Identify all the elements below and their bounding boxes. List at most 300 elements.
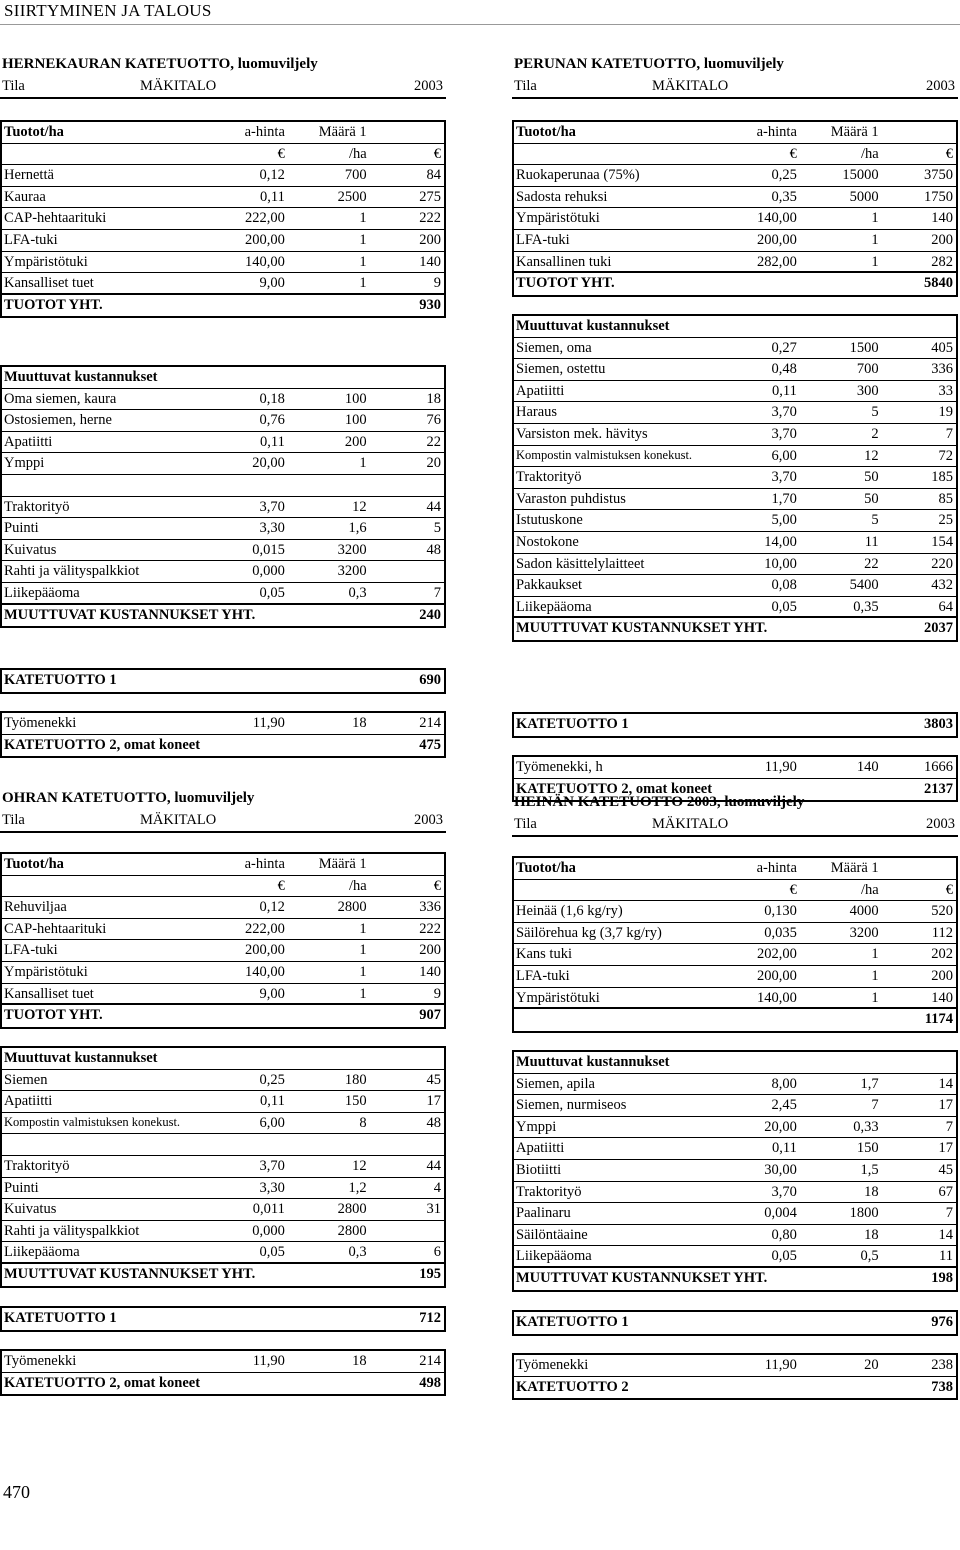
row-value: 1666 bbox=[924, 759, 953, 775]
table-row bbox=[514, 208, 956, 230]
table-row bbox=[2, 605, 444, 627]
row-value: 50 bbox=[864, 490, 879, 507]
row-value: 6,00 bbox=[771, 447, 797, 464]
table-row bbox=[2, 540, 444, 562]
row-label: KATETUOTTO 2, omat koneet bbox=[4, 736, 201, 753]
row-value: 282,00 bbox=[757, 253, 797, 270]
row-value: 154 bbox=[931, 533, 953, 550]
row-value: 9 bbox=[433, 985, 441, 1002]
row-value: 6 bbox=[433, 1244, 441, 1261]
row-label: Säilörehua kg (3,7 kg/ry) bbox=[516, 924, 662, 941]
row-value: 5,00 bbox=[771, 512, 797, 529]
table-row bbox=[514, 575, 956, 597]
table-row bbox=[2, 1221, 444, 1243]
row-value: 3750 bbox=[924, 167, 953, 184]
row-value: 520 bbox=[931, 903, 953, 920]
row-value: 282 bbox=[931, 253, 953, 270]
hernekaura-income-table bbox=[0, 120, 446, 318]
row-value: 3200 bbox=[337, 563, 367, 580]
row-label: Liikepääoma bbox=[516, 1248, 592, 1265]
table-row bbox=[514, 381, 956, 403]
row-value: 12 bbox=[352, 1157, 367, 1174]
row-value: 0,35 bbox=[853, 598, 879, 615]
row-value: 4 bbox=[433, 1179, 441, 1196]
farm-name: MÄKITALO bbox=[652, 816, 729, 832]
row-value: 1800 bbox=[849, 1205, 879, 1222]
table-row bbox=[2, 453, 444, 475]
year: 2003 bbox=[926, 78, 955, 94]
row-label: LFA-tuki bbox=[4, 942, 58, 959]
row-value: 3,70 bbox=[771, 1183, 797, 1200]
year: 2003 bbox=[414, 78, 443, 94]
table-row bbox=[2, 1178, 444, 1200]
row-label: MUUTTUVAT KUSTANNUKSET YHT. bbox=[516, 1269, 768, 1286]
row-label: Paalinaru bbox=[516, 1205, 571, 1222]
page-number: 470 bbox=[3, 1482, 30, 1502]
table-row bbox=[2, 389, 444, 411]
table-row bbox=[514, 923, 956, 945]
table-row bbox=[2, 1264, 444, 1286]
row-label: Siemen, nurmiseos bbox=[516, 1097, 627, 1114]
year: 2003 bbox=[926, 816, 955, 832]
row-value: 1750 bbox=[924, 188, 953, 205]
row-value: 238 bbox=[931, 1357, 953, 1373]
row-value: 222,00 bbox=[245, 210, 285, 227]
row-value: 12 bbox=[864, 447, 879, 464]
row-value: 930 bbox=[419, 296, 441, 313]
row-label: KATETUOTTO 1 bbox=[4, 1310, 117, 1326]
row-value: € bbox=[789, 145, 797, 162]
row-value: 112 bbox=[931, 924, 953, 941]
block-title: PERUNAN KATETUOTTO, luomuviljely bbox=[514, 56, 784, 72]
table-row bbox=[2, 1134, 444, 1156]
peruna-income-table bbox=[512, 120, 958, 297]
row-value: 0,11 bbox=[260, 188, 285, 205]
row-label: MUUTTUVAT KUSTANNUKSET YHT. bbox=[4, 606, 256, 623]
row-value: 0,11 bbox=[260, 433, 285, 450]
row-value: 44 bbox=[426, 498, 441, 515]
row-label: Biotiitti bbox=[516, 1161, 562, 1178]
year: 2003 bbox=[414, 812, 443, 828]
tila-row bbox=[0, 810, 446, 833]
row-value: 712 bbox=[419, 1310, 441, 1326]
table-row bbox=[514, 165, 956, 187]
row-value: 12 bbox=[352, 498, 367, 515]
table-row bbox=[2, 367, 444, 389]
row-label: TUOTOT YHT. bbox=[4, 296, 103, 313]
hernekaura-costs-table bbox=[0, 365, 446, 628]
row-label: LFA-tuki bbox=[516, 231, 570, 248]
table-row bbox=[514, 880, 956, 902]
table-row bbox=[2, 670, 444, 692]
row-value: 5 bbox=[433, 520, 441, 537]
row-label: Ympäristötuki bbox=[4, 963, 88, 980]
table-row bbox=[2, 1070, 444, 1092]
row-value: 0,05 bbox=[259, 1244, 285, 1261]
row-value: 20,00 bbox=[764, 1118, 797, 1135]
block-title: HERNEKAURAN KATETUOTTO, luomuviljely bbox=[2, 56, 318, 72]
table-row bbox=[514, 1138, 956, 1160]
row-value: 50 bbox=[864, 469, 879, 486]
row-label: Apatiitti bbox=[4, 1093, 53, 1110]
row-value: 140 bbox=[419, 253, 441, 270]
row-value: 140 bbox=[856, 759, 879, 775]
row-value: 0,05 bbox=[771, 1248, 797, 1265]
row-value: € bbox=[433, 877, 441, 894]
row-value: 15000 bbox=[842, 167, 879, 184]
table-row bbox=[2, 1351, 444, 1373]
row-value: 76 bbox=[426, 412, 441, 429]
row-value: 7 bbox=[945, 1118, 953, 1135]
row-label: KATETUOTTO 1 bbox=[516, 1314, 629, 1330]
row-value: 0,035 bbox=[764, 924, 797, 941]
row-label: Muuttuvat kustannukset bbox=[4, 1050, 158, 1066]
row-value: 976 bbox=[931, 1314, 953, 1330]
row-value: 0,25 bbox=[259, 1071, 285, 1088]
row-value: 7 bbox=[945, 425, 953, 442]
table-row bbox=[2, 854, 444, 876]
table-row bbox=[2, 876, 444, 898]
row-label: Heinää (1,6 kg/ry) bbox=[516, 903, 623, 920]
row-value: 200 bbox=[931, 231, 953, 248]
row-value: 72 bbox=[938, 447, 953, 464]
block-title: HEINÄN KATETUOTTO 2003, luomuviljely bbox=[514, 794, 805, 810]
row-value: 0,05 bbox=[771, 598, 797, 615]
row-label: Pakkaukset bbox=[516, 577, 583, 594]
row-label: Ymppi bbox=[4, 455, 45, 472]
row-value: 14 bbox=[938, 1075, 953, 1092]
row-value: 1 bbox=[871, 946, 879, 963]
row-label: Työmenekki, h bbox=[516, 759, 603, 775]
table-row bbox=[514, 1009, 956, 1031]
row-value: 202,00 bbox=[757, 946, 797, 963]
table-row bbox=[514, 966, 956, 988]
row-value: 7 bbox=[433, 584, 441, 601]
row-value: 20 bbox=[426, 455, 441, 472]
table-row bbox=[2, 940, 444, 962]
row-value: 85 bbox=[938, 490, 953, 507]
section-header bbox=[0, 0, 960, 25]
row-value: 0,004 bbox=[764, 1205, 797, 1222]
row-label: Kansalliset tuet bbox=[4, 985, 94, 1002]
row-value: 18 bbox=[426, 390, 441, 407]
row-value: 0,33 bbox=[853, 1118, 879, 1135]
block-title: OHRAN KATETUOTTO, luomuviljely bbox=[2, 790, 255, 806]
row-value: 11,90 bbox=[252, 715, 285, 731]
table-row bbox=[2, 962, 444, 984]
row-value: Määrä 1 bbox=[830, 860, 879, 876]
row-value: /ha bbox=[860, 145, 879, 162]
farm-name: MÄKITALO bbox=[140, 812, 217, 828]
row-value: 2800 bbox=[337, 1222, 367, 1239]
row-label: Ruokaperunaa (75%) bbox=[516, 167, 640, 184]
row-label: Siemen, ostettu bbox=[516, 361, 606, 378]
row-value: 14 bbox=[938, 1226, 953, 1243]
row-label: Kuivatus bbox=[4, 1201, 57, 1218]
row-value: 1 bbox=[871, 967, 879, 984]
row-value: 0,48 bbox=[771, 361, 797, 378]
row-value: 3,30 bbox=[259, 1179, 285, 1196]
row-value: 0,000 bbox=[252, 1222, 285, 1239]
row-value: 498 bbox=[419, 1374, 441, 1391]
row-value: 222,00 bbox=[245, 920, 285, 937]
ohra-income-table bbox=[0, 852, 446, 1029]
tila-label: Tila bbox=[514, 78, 537, 94]
row-label: Kauraa bbox=[4, 188, 46, 205]
peruna-block bbox=[512, 52, 958, 812]
row-value: 200,00 bbox=[245, 231, 285, 248]
row-label: Muuttuvat kustannukset bbox=[516, 1054, 670, 1070]
row-label: KATETUOTTO 2, omat koneet bbox=[4, 1374, 201, 1391]
row-value: 1,70 bbox=[771, 490, 797, 507]
row-label: CAP-hehtaarituki bbox=[4, 210, 107, 227]
row-value: 275 bbox=[419, 188, 441, 205]
table-row bbox=[514, 757, 956, 779]
row-value: 25 bbox=[938, 512, 953, 529]
table-row bbox=[514, 1160, 956, 1182]
farm-name: MÄKITALO bbox=[652, 78, 729, 94]
row-value: 0,3 bbox=[348, 1244, 367, 1261]
row-value: 0,80 bbox=[771, 1226, 797, 1243]
row-value: 3,70 bbox=[259, 1157, 285, 1174]
row-value: 195 bbox=[419, 1265, 441, 1282]
row-value: 1 bbox=[359, 253, 367, 270]
heina-labor-table bbox=[512, 1353, 958, 1400]
row-label: CAP-hehtaarituki bbox=[4, 920, 107, 937]
table-row bbox=[514, 1095, 956, 1117]
row-label: Sadon käsittelylaitteet bbox=[516, 555, 645, 572]
row-value: 150 bbox=[856, 1140, 879, 1157]
row-label: Traktorityö bbox=[516, 1183, 582, 1200]
row-value: 8 bbox=[359, 1114, 367, 1131]
row-label: Kompostin valmistuksen konekust. bbox=[4, 1114, 181, 1129]
table-row bbox=[514, 230, 956, 252]
row-label: Hernettä bbox=[4, 167, 54, 184]
row-label: Rahti ja välityspalkkiot bbox=[4, 563, 140, 580]
row-label: Ympäristötuki bbox=[516, 989, 600, 1006]
row-value: 0,3 bbox=[348, 584, 367, 601]
row-value: 18 bbox=[352, 1353, 367, 1369]
row-value: 11 bbox=[939, 1248, 953, 1265]
row-value: 10,00 bbox=[764, 555, 797, 572]
row-label: Siemen, apila bbox=[516, 1075, 595, 1092]
table-row bbox=[514, 988, 956, 1010]
table-row bbox=[514, 489, 956, 511]
ohra-labor-table bbox=[0, 1349, 446, 1396]
ohra-kate1-table bbox=[0, 1306, 446, 1332]
row-value: 1 bbox=[359, 942, 367, 959]
row-label: Ympäristötuki bbox=[516, 210, 600, 227]
row-value: 140 bbox=[419, 963, 441, 980]
hernekaura-block bbox=[0, 52, 446, 812]
row-label: Liikepääoma bbox=[4, 1244, 80, 1261]
row-value: 2 bbox=[871, 425, 879, 442]
row-value: 1,7 bbox=[860, 1075, 879, 1092]
tila-row bbox=[512, 814, 958, 837]
table-row bbox=[2, 735, 444, 757]
row-value: a-hinta bbox=[244, 856, 285, 872]
row-label: Tuotot/ha bbox=[4, 856, 64, 872]
row-value: 20 bbox=[864, 1357, 879, 1373]
row-value: 1174 bbox=[924, 1011, 953, 1028]
row-value: 3,30 bbox=[259, 520, 285, 537]
row-value: 3200 bbox=[849, 924, 879, 941]
row-label: KATETUOTTO 1 bbox=[516, 716, 629, 732]
row-label: Varsiston mek. hävitys bbox=[516, 425, 648, 442]
table-row bbox=[514, 338, 956, 360]
row-value: 5 bbox=[871, 512, 879, 529]
row-value: 0,35 bbox=[771, 188, 797, 205]
row-value: 45 bbox=[938, 1161, 953, 1178]
row-label: TUOTOT YHT. bbox=[4, 1007, 103, 1024]
row-label: Puinti bbox=[4, 520, 39, 537]
row-label: MUUTTUVAT KUSTANNUKSET YHT. bbox=[516, 620, 768, 637]
row-value: 180 bbox=[344, 1071, 367, 1088]
row-label: Nostokone bbox=[516, 533, 579, 550]
row-value: 64 bbox=[938, 598, 953, 615]
row-value: 0,12 bbox=[259, 899, 285, 916]
row-value: 475 bbox=[419, 736, 441, 753]
row-value: 1 bbox=[359, 920, 367, 937]
table-row bbox=[2, 1242, 444, 1264]
table-row bbox=[2, 497, 444, 519]
row-value: 11,90 bbox=[252, 1353, 285, 1369]
table-row bbox=[514, 1074, 956, 1096]
row-value: 140,00 bbox=[245, 963, 285, 980]
row-label: Tuotot/ha bbox=[516, 860, 576, 876]
row-value: 214 bbox=[419, 1353, 441, 1369]
row-value: 200 bbox=[931, 967, 953, 984]
row-value: 67 bbox=[938, 1183, 953, 1200]
row-value: 9,00 bbox=[259, 275, 285, 292]
row-value: 3,70 bbox=[259, 498, 285, 515]
row-label: Siemen, oma bbox=[516, 339, 592, 356]
table-row bbox=[514, 122, 956, 144]
row-value: a-hinta bbox=[756, 124, 797, 140]
table-row bbox=[514, 554, 956, 576]
table-row bbox=[514, 1355, 956, 1377]
table-row bbox=[514, 858, 956, 880]
section-title: SIIRTYMINEN JA TALOUS bbox=[4, 1, 212, 20]
row-value: 1,2 bbox=[348, 1179, 367, 1196]
row-label: Istutuskone bbox=[516, 512, 583, 529]
table-row bbox=[2, 475, 444, 497]
table-row bbox=[514, 273, 956, 295]
row-value: 7 bbox=[945, 1205, 953, 1222]
row-label: Ymppi bbox=[516, 1118, 557, 1135]
table-row bbox=[514, 714, 956, 736]
row-value: 31 bbox=[426, 1201, 441, 1218]
table-row bbox=[2, 897, 444, 919]
row-value: 907 bbox=[419, 1007, 441, 1024]
row-value: 1,5 bbox=[860, 1161, 879, 1178]
row-value: 22 bbox=[426, 433, 441, 450]
row-value: € bbox=[789, 881, 797, 898]
table-row bbox=[2, 1156, 444, 1178]
ohra-costs-table bbox=[0, 1046, 446, 1288]
row-label: KATETUOTTO 2 bbox=[516, 1378, 629, 1395]
row-value: 5840 bbox=[924, 275, 953, 292]
row-value: 3,70 bbox=[771, 404, 797, 421]
table-row bbox=[2, 713, 444, 735]
table-row bbox=[514, 424, 956, 446]
heina-income-table bbox=[512, 856, 958, 1033]
row-value: 185 bbox=[931, 469, 953, 486]
table-row bbox=[514, 1117, 956, 1139]
table-row bbox=[2, 144, 444, 166]
row-value: 5400 bbox=[849, 577, 879, 594]
table-row bbox=[514, 1377, 956, 1399]
ohra-block bbox=[0, 786, 446, 1546]
row-value: 0,27 bbox=[771, 339, 797, 356]
row-value: 84 bbox=[426, 167, 441, 184]
row-value: 198 bbox=[931, 1269, 953, 1286]
row-value: 0,18 bbox=[259, 390, 285, 407]
table-row bbox=[2, 252, 444, 274]
row-value: 1 bbox=[359, 231, 367, 248]
row-value: /ha bbox=[860, 881, 879, 898]
table-row bbox=[2, 410, 444, 432]
table-row bbox=[514, 532, 956, 554]
table-row bbox=[514, 316, 956, 338]
row-value: € bbox=[433, 145, 441, 162]
row-value: 9 bbox=[433, 275, 441, 292]
row-label: Apatiitti bbox=[4, 433, 53, 450]
row-value: 17 bbox=[426, 1093, 441, 1110]
table-row bbox=[514, 446, 956, 468]
row-value: 150 bbox=[344, 1093, 367, 1110]
row-value: 30,00 bbox=[764, 1161, 797, 1178]
row-value: 44 bbox=[426, 1157, 441, 1174]
row-value: 1 bbox=[359, 455, 367, 472]
row-label: Muuttuvat kustannukset bbox=[516, 318, 670, 334]
row-value: 9,00 bbox=[259, 985, 285, 1002]
row-value: 405 bbox=[931, 339, 953, 356]
row-value: 200,00 bbox=[757, 231, 797, 248]
row-value: 200,00 bbox=[245, 942, 285, 959]
row-value: 18 bbox=[864, 1183, 879, 1200]
row-value: 3200 bbox=[337, 541, 367, 558]
row-label: Apatiitti bbox=[516, 382, 565, 399]
table-row bbox=[514, 402, 956, 424]
row-value: 336 bbox=[419, 899, 441, 916]
row-value: 432 bbox=[931, 577, 953, 594]
table-row bbox=[2, 295, 444, 317]
table-row bbox=[2, 208, 444, 230]
row-label: Oma siemen, kaura bbox=[4, 390, 117, 407]
row-value: 140 bbox=[931, 210, 953, 227]
row-value: 20,00 bbox=[252, 455, 285, 472]
row-value: 220 bbox=[931, 555, 953, 572]
row-value: € bbox=[945, 881, 953, 898]
table-row bbox=[2, 1113, 444, 1135]
row-value: 200 bbox=[344, 433, 367, 450]
row-value: 22 bbox=[864, 555, 879, 572]
table-row bbox=[514, 187, 956, 209]
row-label: Traktorityö bbox=[516, 469, 582, 486]
peruna-kate1-table bbox=[512, 712, 958, 738]
row-label: Kansallinen tuki bbox=[516, 253, 612, 270]
row-label: Liikepääoma bbox=[4, 584, 80, 601]
row-label: Varaston puhdistus bbox=[516, 490, 626, 507]
heina-block bbox=[512, 790, 958, 1550]
row-label: Säilöntäaine bbox=[516, 1226, 588, 1243]
row-value: 222 bbox=[419, 920, 441, 937]
row-value: 11 bbox=[864, 533, 879, 550]
row-value: 33 bbox=[938, 382, 953, 399]
row-value: 140,00 bbox=[245, 253, 285, 270]
row-value: 140,00 bbox=[757, 989, 797, 1006]
